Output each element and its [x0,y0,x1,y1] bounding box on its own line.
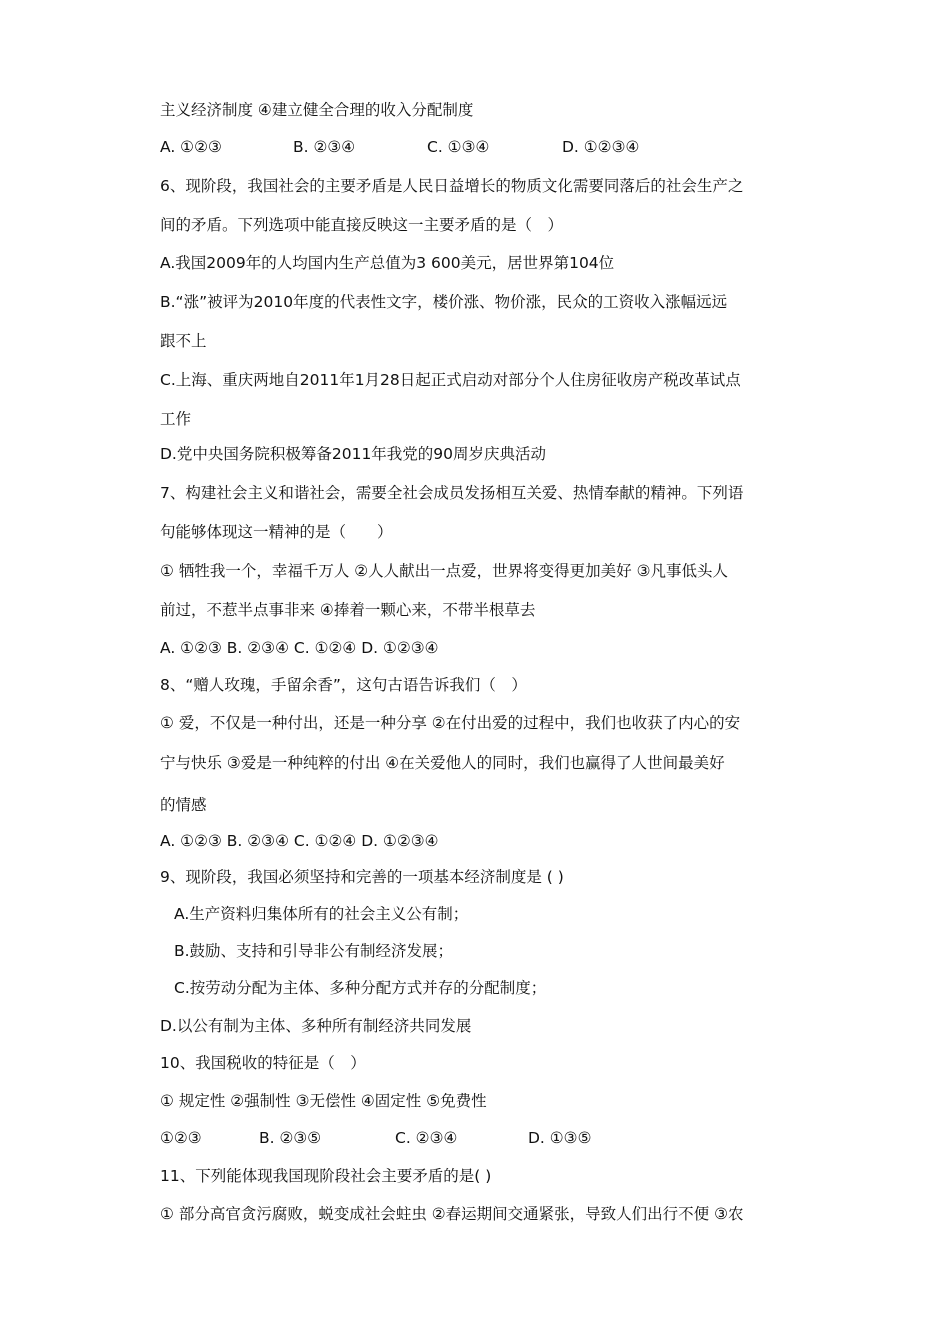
text-line: 宁与快乐 ③爱是一种纯粹的付出 ④在关爱他人的同时，我们也赢得了人世间最美好 [160,754,725,772]
option-a: ①②③ [160,1129,202,1147]
option-b: B.“涨”被评为2010年度的代表性文字，楼价涨、物价涨，民众的工资收入涨幅远远 [160,293,728,311]
question-7: 7、构建社会主义和谐社会，需要全社会成员发扬相互关爱、热情奉献的精神。下列语 [160,484,744,502]
option-a: A.生产资料归集体所有的社会主义公有制； [174,905,469,923]
text-line: 的情感 [160,796,207,814]
text-line: ① 规定性 ②强制性 ③无偿性 ④固定性 ⑤免费性 [160,1092,487,1110]
text-line: 主义经济制度 ④建立健全合理的收入分配制度 [160,101,474,119]
q8-options: A. ①②③ B. ②③④ C. ①②④ D. ①②③④ [160,832,439,850]
text-line: 句能够体现这一精神的是（ ） [160,523,393,541]
option-d: D.党中央国务院积极筹备2011年我党的90周岁庆典活动 [160,445,547,463]
text-line: 间的矛盾。下列选项中能直接反映这一主要矛盾的是（ ） [160,216,564,234]
question-11: 11、下列能体现我国现阶段社会主要矛盾的是( ) [160,1167,492,1185]
option-d: D.以公有制为主体、多种所有制经济共同发展 [160,1017,472,1035]
option-a: A.我国2009年的人均国内生产总值为3 600美元，居世界第104位 [160,254,615,272]
option-b: B. ②③⑤ [259,1129,322,1147]
option-b: B.鼓励、支持和引导非公有制经济发展； [174,942,454,960]
question-6: 6、现阶段，我国社会的主要矛盾是人民日益增长的物质文化需要同落后的社会生产之 [160,177,744,195]
question-8: 8、“赠人玫瑰，手留余香”，这句古语告诉我们（ ） [160,676,527,694]
option-c: C. ②③④ [395,1129,458,1147]
text-line: ① 牺牲我一个，幸福千万人 ②人人献出一点爱，世界将变得更加美好 ③凡事低头人 [160,562,728,580]
text-line: 跟不上 [160,332,207,350]
option-a: A. ①②③ [160,138,222,156]
q10-options [160,1127,800,1149]
text-line: 工作 [160,410,192,428]
option-c: C. ①③④ [427,138,490,156]
question-10: 10、我国税收的特征是（ ） [160,1054,366,1072]
option-d: D. ①②③④ [562,138,640,156]
text-line: ① 部分高官贪污腐败，蜕变成社会蛀虫 ②春运期间交通紧张，导致人们出行不便 ③农 [160,1205,744,1223]
option-c: C.按劳动分配为主体、多种分配方式并存的分配制度； [174,979,547,997]
text-line: ① 爱，不仅是一种付出，还是一种分享 ②在付出爱的过程中，我们也收获了内心的安 [160,714,741,732]
option-d: D. ①③⑤ [528,1129,592,1147]
q5-options [160,136,800,158]
option-c: C.上海、重庆两地自2011年1月28日起正式启动对部分个人住房征收房产税改革试点 [160,371,741,389]
option-b: B. ②③④ [293,138,356,156]
text-line: 前过，不惹半点事非来 ④捧着一颗心来，不带半根草去 [160,601,536,619]
q7-options: A. ①②③ B. ②③④ C. ①②④ D. ①②③④ [160,639,439,657]
question-9: 9、现阶段，我国必须坚持和完善的一项基本经济制度是 ( ) [160,868,564,886]
